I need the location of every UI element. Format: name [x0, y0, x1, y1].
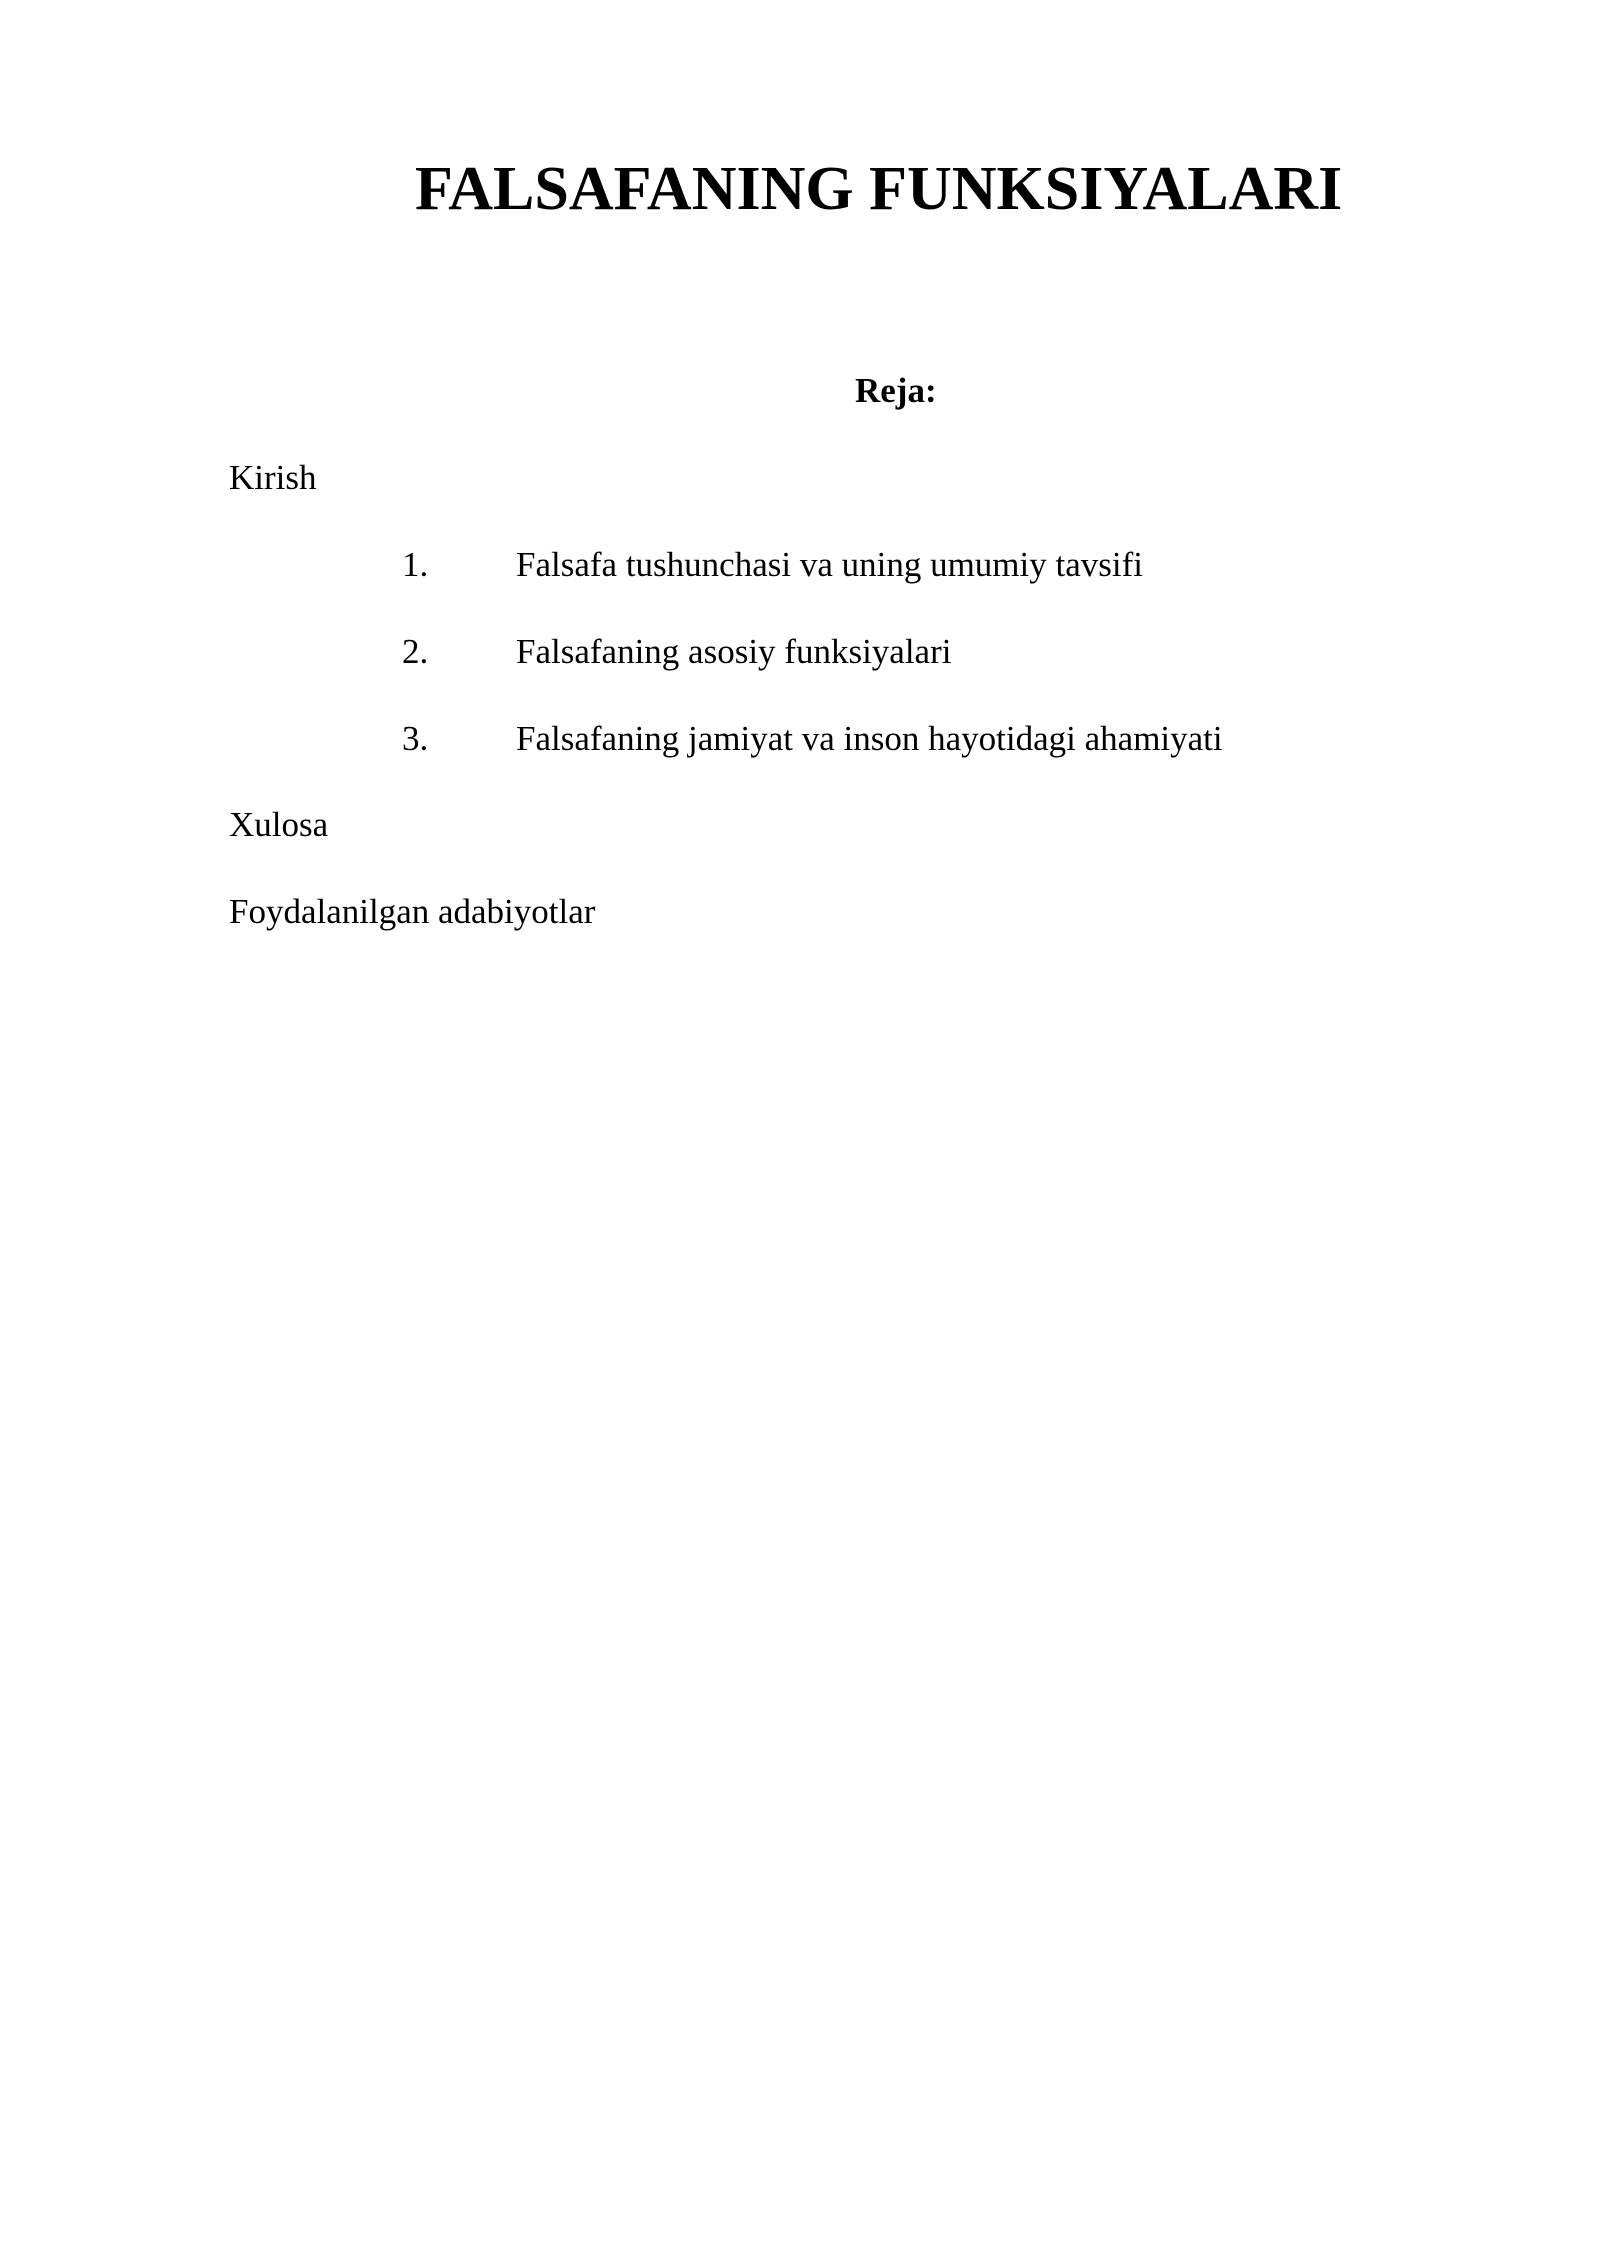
- plan-item: [0, 631, 1400, 675]
- plan-item-number: 1.: [402, 545, 429, 584]
- plan-item-text: Falsafaning jamiyat va inson hayotidagi ahamiyati: [516, 719, 1223, 758]
- plan-item-text: Falsafa tushunchasi va uning umumiy tavsifi: [516, 545, 1143, 584]
- plan-item-text: Falsafaning asosiy funksiyalari: [516, 632, 952, 671]
- references-heading: Foydalanilgan adabiyotlar: [229, 892, 596, 931]
- intro-heading: Kirish: [229, 458, 317, 497]
- document-title: FALSAFANING FUNKSIYALARI: [415, 155, 1343, 223]
- plan-item: [0, 718, 1400, 762]
- conclusion-heading: Xulosa: [229, 805, 329, 844]
- plan-item: [0, 544, 1400, 588]
- plan-heading: Reja:: [855, 371, 937, 410]
- plan-item-number: 2.: [402, 632, 429, 671]
- plan-item-number: 3.: [402, 719, 429, 758]
